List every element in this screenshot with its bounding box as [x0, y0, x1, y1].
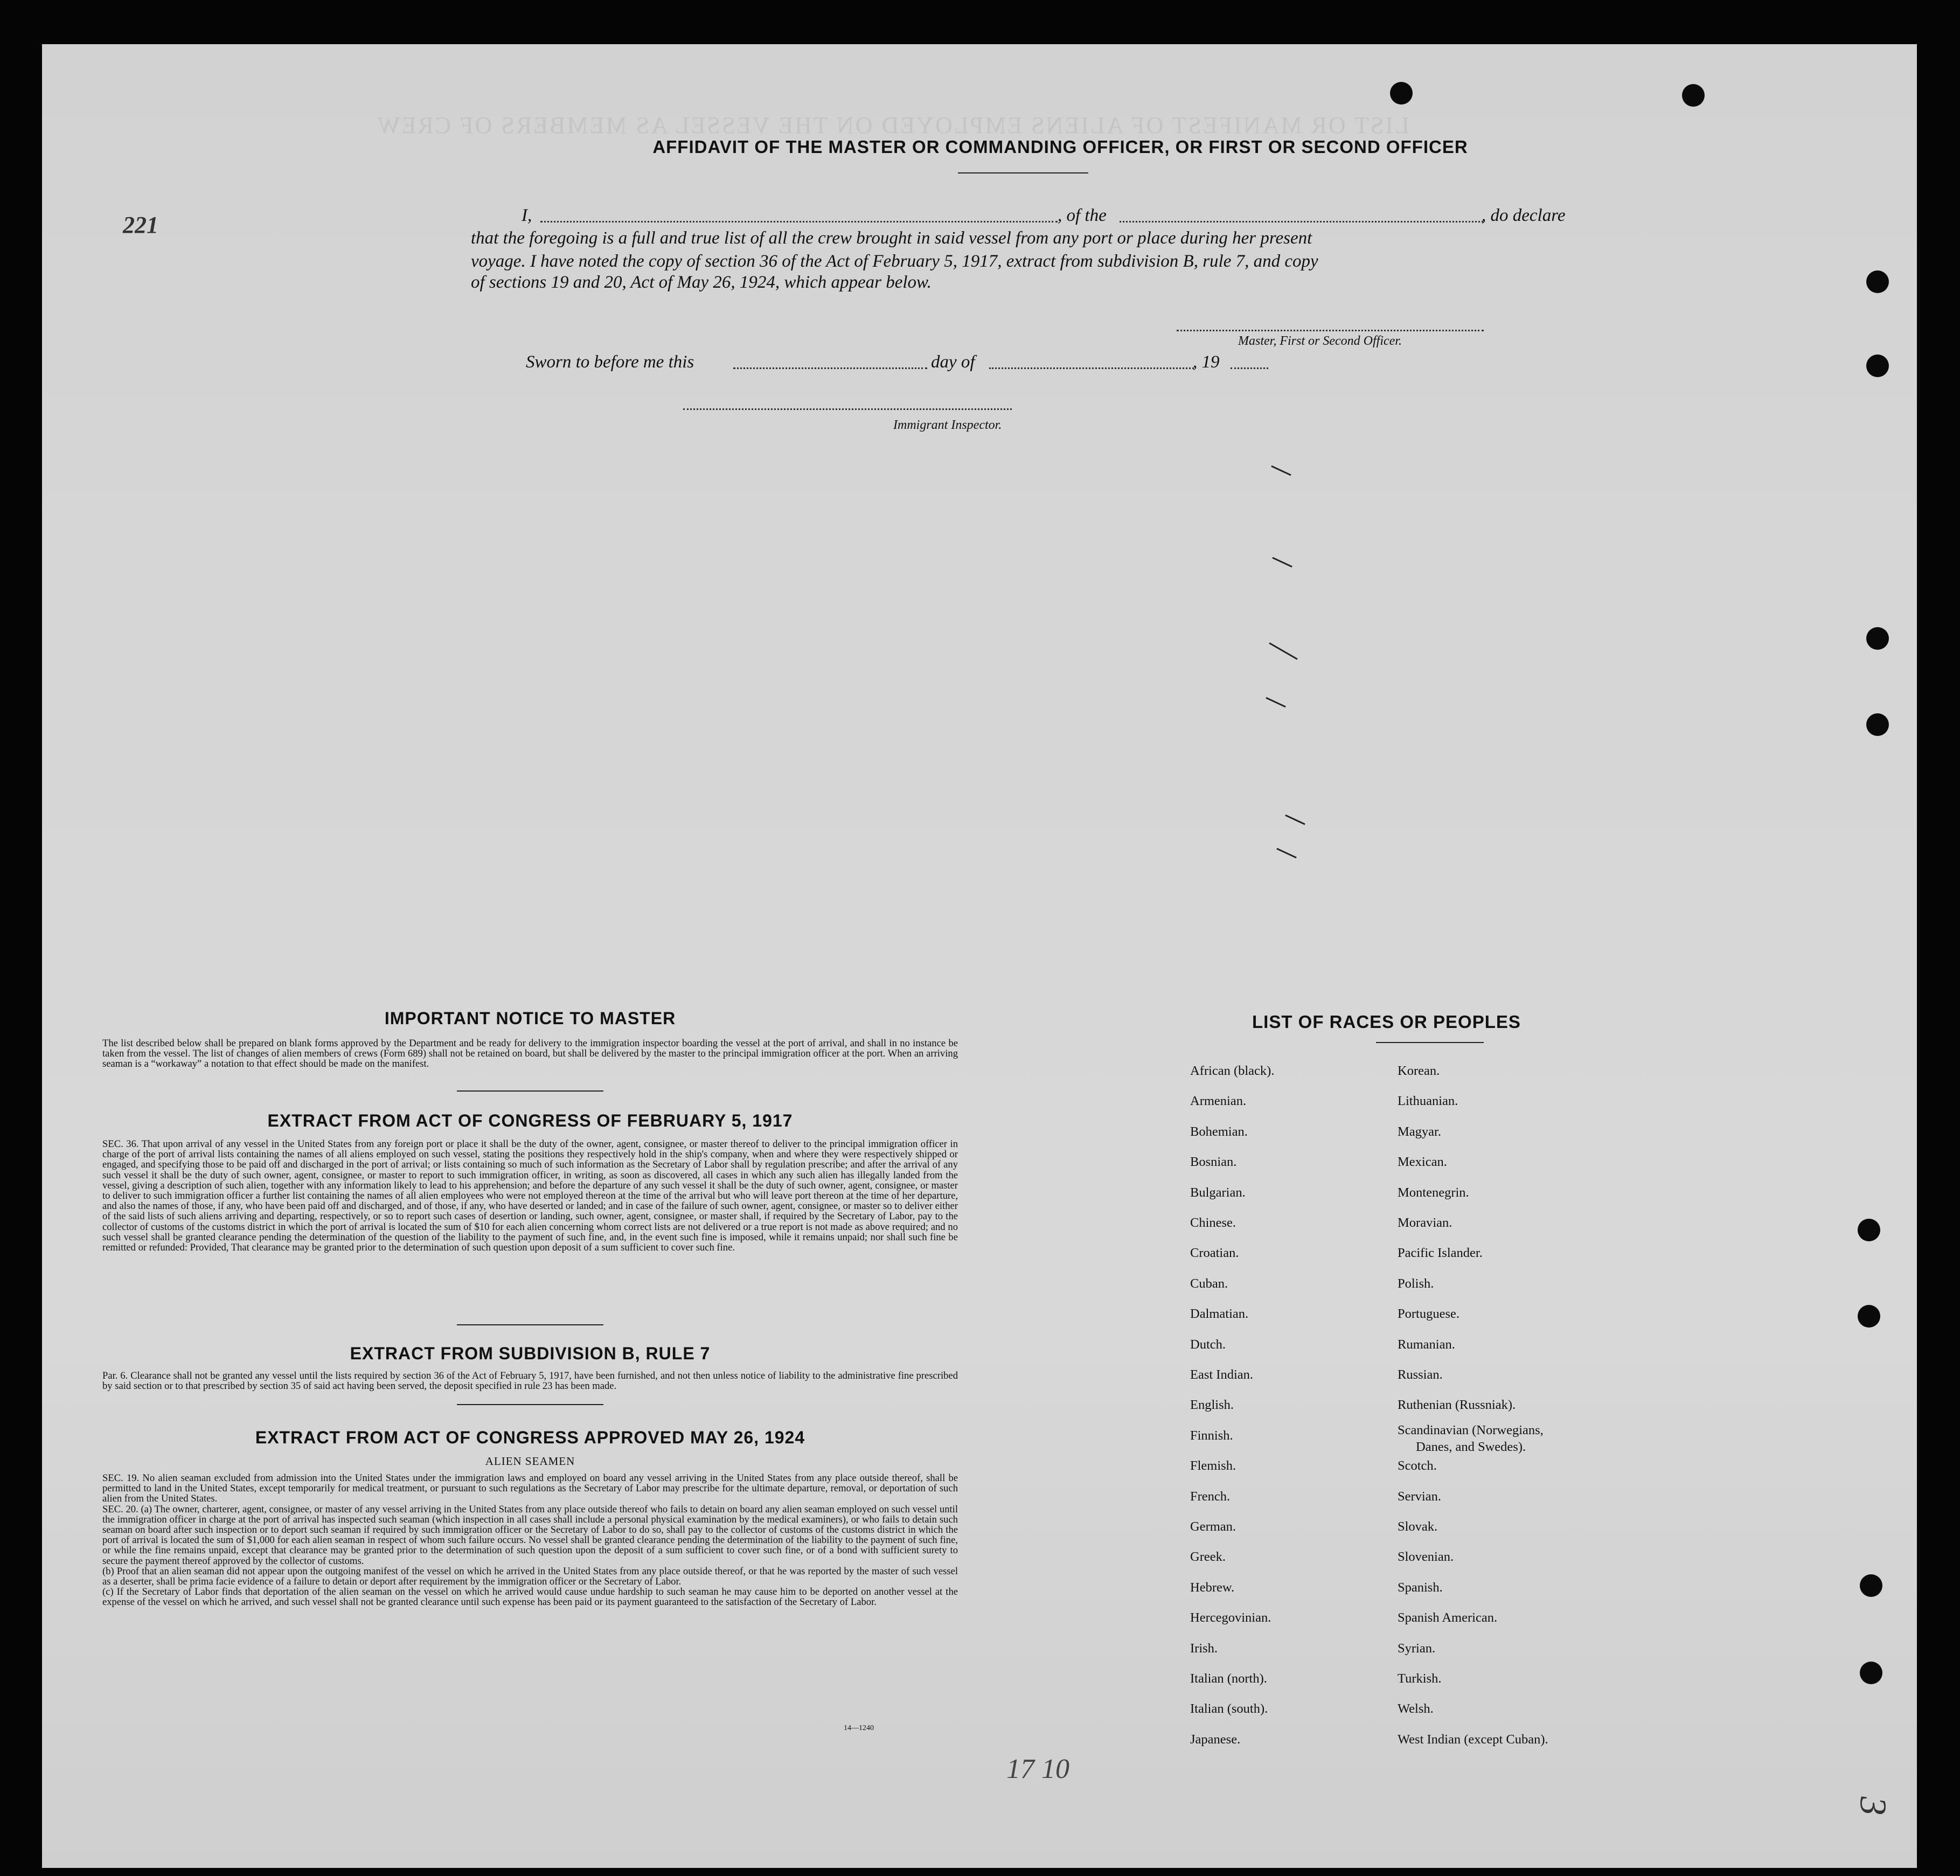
extract-1924-body-wrap [102, 1473, 958, 1608]
extract-1917-body: SEC. 36. That upon arrival of any vessel in the United States from any foreign port or place it shall be the duty of the owner, agent, consignee, or master thereof to deliver to the principal immigration officer in charge of the port of arrival lists containing the names of all aliens employed on such vessel, stating the positions they respectively hold in the ship's company, when and where they were respectively shipped or engaged, and specifying those to be paid off and discharged in the port of arrival; or lists containing so much of such information as the Secretary of Labor shall by regulation prescribe; and after the arrival of any such vessel it shall be the duty of such owner, agent, consignee, or master to report to such immigration officer, in writing, as soon as discovered, all cases in which any such alien has illegally landed from the vessel, giving a description of such alien, together with any information likely to lead to his apprehension; and before the departure of any such vessel it shall be the duty of such owner, agent, consignee, or master to deliver to such immigration officer a further list containing the names of all alien employees who were not employed thereon at the time of the arrival but who will leave port thereon at the time of her departure, and also the names of those, if any, who have been paid off and discharged, and of those, if any, who have deserted or landed; and in case of the failure of such owner, agent, consignee, or master so to deliver either of the said lists of such aliens arriving and departing, respectively, or so to report such cases of desertion or landing, such owner, agent, consignee, or master shall, if required by the Secretary of Labor, pay to the collector of customs of the customs district in which the port of arrival is located the sum of $10 for each alien concerning whom correct lists are not delivered or a true report is not made as above required; and no such vessel shall be granted clearance pending the determination of the question of the liability to the payment of such fine, and, in the event such fine is imposed, while it remains unpaid; nor shall such fine be remitted or refunded: Provided, That clearance may be granted prior to the determination of such question upon deposit of a sum sufficient to cover such fine. [102, 1138, 958, 1254]
extract-rule7-title: EXTRACT FROM SUBDIVISION B, RULE 7 [350, 1344, 711, 1363]
race-item: Bohemian. [1190, 1124, 1248, 1139]
divider-rule [457, 1090, 603, 1092]
extract-1924-sec20a: SEC. 20. (a) The owner, charterer, agent, consignee, or master of any vessel arriving in the United States from any place outside thereof who fails to detain on board any alien seaman employed on such vessel until the immigration officer in charge at the port of arrival has inspected such seaman (which inspection in all cases shall include a personal physical examination by the medical examiners), or who fails to detain such seaman on board after such inspection or to deport such seaman if required by such immigration officer or the Secretary of Labor to do so, shall pay to the collector of customs of the customs district in which the port of arrival is located the sum of $1,000 for each alien seaman in respect of whom such failure occurs. No vessel shall be granted clearance pending the determination of the liability to the payment of such fine, or while the fine remains unpaid, except that clearance may be granted prior to the determination of such question upon the deposit of a sum sufficient to cover such fine, or of a bond with sufficient surety to secure the payment thereof approved by the collector of customs. [102, 1503, 958, 1567]
affidavit-line-3: voyage. I have noted the copy of section 36 of the Act of February 5, 1917, extract from subdivision B, rule 7, and copy [471, 252, 1318, 271]
affidavit-line-2: that the foregoing is a full and true list of all the crew brought in said vessel from any port or place during her present [471, 228, 1312, 248]
year-blank [1231, 367, 1268, 369]
extract-1924-sec20b: (b) Proof that an alien seaman did not appear upon the outgoing manifest of the vessel on which he arrived in the United States from any place outside thereof, or that he was reported by the master of such vessel as a deserter, shall be prima facie evidence of a failure to detain or deport after requirement by the immigration officer or the Secretary of Labor. [102, 1565, 958, 1588]
master-signature-label: Master, First or Second Officer. [1238, 334, 1402, 348]
divider-rule [457, 1404, 603, 1405]
extract-1917-title: EXTRACT FROM ACT OF CONGRESS OF FEBRUARY 5, 1917 [267, 1111, 793, 1130]
race-item: Mexican. [1398, 1155, 1447, 1170]
race-item: Korean. [1398, 1064, 1440, 1078]
race-item: Lithuanian. [1398, 1094, 1458, 1109]
race-item: East Indian. [1190, 1367, 1254, 1382]
punch-hole [1866, 270, 1889, 293]
tally-mark [1276, 848, 1297, 859]
extract-1924-sec20c: (c) If the Secretary of Labor finds that deportation of the alien seaman on the vessel on which he arrived would cause undue hardship to such seaman he may cause him to be deported on another vessel at the expense of the vessel on which he arrived, and such vessel shall not be granted clearance until such expense has been paid or its payment guaranteed to the satisfaction of the Secretary of Labor. [102, 1586, 958, 1608]
inspector-label: Immigrant Inspector. [893, 418, 1002, 432]
race-item: Croatian. [1190, 1246, 1239, 1261]
race-item: Syrian. [1398, 1641, 1436, 1656]
tally-mark [1272, 557, 1292, 568]
punch-hole [1858, 1305, 1880, 1328]
punch-hole [1860, 1662, 1882, 1684]
affidavit-line-1-start: I, [522, 206, 532, 225]
race-item: Japanese. [1190, 1732, 1241, 1747]
document-sheet [42, 44, 1917, 1868]
punch-hole [1860, 1574, 1882, 1597]
affidavit-title: AFFIDAVIT OF THE MASTER OR COMMANDING OFFICER, OR FIRST OR SECOND OFFICER [652, 137, 1468, 157]
race-item: Scotch. [1398, 1458, 1437, 1474]
punch-hole [1866, 627, 1889, 650]
race-item: Dalmatian. [1190, 1307, 1249, 1322]
bottom-handwriting: 17 10 [1006, 1754, 1069, 1784]
race-item: Magyar. [1398, 1124, 1441, 1139]
punch-hole [1682, 84, 1705, 107]
race-item: Chinese. [1190, 1215, 1236, 1230]
race-item: Italian (south). [1190, 1701, 1268, 1717]
notice-body: The list described below shall be prepared on blank forms approved by the Department and be ready for delivery to the immigration inspector boarding the vessel at the port of arrival, and shall in no instance be taken from the vessel. The list of changes of alien members of crews (Form 689) shall not be retained on board, but shall be delivered by the master to the principal immigration officer at the port. When an arriving seaman is a “workaway” a notation to that effect should be made on the manifest. [102, 1038, 958, 1070]
race-item: Welsh. [1398, 1701, 1434, 1717]
race-item: Portuguese. [1398, 1307, 1459, 1322]
affidavit-line-4: of sections 19 and 20, Act of May 26, 1924, which appear below. [471, 273, 932, 292]
race-item: Bulgarian. [1190, 1185, 1246, 1200]
extract-rule7-body-wrap [102, 1371, 958, 1391]
race-item: Cuban. [1190, 1276, 1228, 1291]
race-item: Hercegovinian. [1190, 1610, 1271, 1625]
tally-mark [1266, 697, 1286, 708]
margin-handwriting: 221 [123, 212, 158, 238]
sworn-end: , 19 [1193, 352, 1220, 372]
race-item: Slovenian. [1398, 1550, 1454, 1565]
race-item: Scandinavian (Norwegians, [1398, 1422, 1544, 1437]
sworn-start: Sworn to before me this [526, 352, 694, 372]
punch-hole [1866, 355, 1889, 377]
race-item: Spanish American. [1398, 1610, 1498, 1625]
race-item: Ruthenian (Russniak). [1398, 1398, 1516, 1413]
day-blank [733, 367, 927, 369]
sworn-mid: day of [931, 352, 975, 372]
divider-rule [457, 1324, 603, 1325]
master-signature-line [1177, 330, 1484, 331]
extract-rule7-body: Par. 6. Clearance shall not be granted any vessel until the lists required by section 36 of the Act of February 5, 1917, have been furnished, and not then unless notice of liability to the administrative fine prescribed by said section or to that prescribed by section 35 of said act having been served, the deposit specified in rule 23 has been made. [102, 1370, 958, 1392]
race-item: French. [1190, 1489, 1231, 1504]
race-item: Armenian. [1190, 1094, 1247, 1109]
race-item: Pacific Islander. [1398, 1246, 1483, 1261]
affidavit-line-1-end: , do declare [1482, 206, 1566, 225]
race-item: English. [1190, 1398, 1234, 1413]
extract-1917-body-wrap [102, 1139, 958, 1253]
race-item: Moravian. [1398, 1215, 1452, 1230]
name-blank [540, 221, 1058, 223]
race-item: Italian (north). [1190, 1671, 1267, 1686]
tally-mark [1271, 465, 1291, 476]
show-through-heading: LIST OR MANIFEST OF ALIENS EMPLOYED ON THE VESSEL AS MEMBERS OF CREW [376, 112, 1409, 138]
race-item: African (black). [1190, 1064, 1275, 1078]
race-item: Greek. [1190, 1550, 1226, 1565]
month-blank [989, 367, 1194, 369]
race-item: West Indian (except Cuban). [1398, 1732, 1548, 1747]
race-continuation: Danes, and Swedes). [1416, 1440, 1526, 1454]
punch-hole [1390, 82, 1413, 105]
race-item: Spanish. [1398, 1580, 1443, 1595]
extract-1924-sec19: SEC. 19. No alien seaman excluded from admission into the United States under the immigration laws and employed on board any vessel arriving in the United States from any place outside thereof, shall be permitted to land in the United States, except temporarily for medical treatment, or pursuant to such regulations as the Secretary of Labor may prescribe for the ultimate departure, removal, or deportation of such alien from the United States. [102, 1472, 958, 1505]
race-item: Montenegrin. [1398, 1185, 1469, 1200]
punch-hole [1866, 713, 1889, 736]
corner-handwriting: 3 [1852, 1796, 1894, 1816]
race-item: German. [1190, 1519, 1236, 1534]
vessel-blank [1120, 221, 1483, 223]
notice-title: IMPORTANT NOTICE TO MASTER [384, 1009, 676, 1028]
race-item: Rumanian. [1398, 1337, 1455, 1352]
race-item: Slovak. [1398, 1519, 1438, 1534]
race-item: Russian. [1398, 1367, 1443, 1382]
extract-1924-subtitle: ALIEN SEAMEN [485, 1455, 575, 1468]
race-item: Servian. [1398, 1489, 1441, 1504]
race-item: Bosnian. [1190, 1155, 1237, 1170]
race-item: Irish. [1190, 1641, 1218, 1656]
inspector-signature-line [683, 408, 1012, 410]
punch-hole [1858, 1219, 1880, 1241]
notice-body-wrap [102, 1038, 958, 1069]
title-rule [958, 172, 1088, 173]
tally-mark [1269, 642, 1297, 660]
race-item: Hebrew. [1190, 1580, 1235, 1595]
affidavit-line-1-mid: , of the [1058, 206, 1107, 225]
race-item: Polish. [1398, 1276, 1434, 1291]
races-title: LIST OF RACES OR PEOPLES [1252, 1012, 1521, 1032]
races-title-rule [1376, 1042, 1484, 1043]
tally-mark [1285, 815, 1305, 825]
race-item: Dutch. [1190, 1337, 1226, 1352]
form-number: 14—1240 [844, 1724, 874, 1732]
race-item: Finnish. [1190, 1428, 1233, 1443]
race-item: Turkish. [1398, 1671, 1442, 1686]
extract-1924-title: EXTRACT FROM ACT OF CONGRESS APPROVED MAY 26, 1924 [255, 1428, 805, 1447]
race-item: Flemish. [1190, 1458, 1236, 1474]
